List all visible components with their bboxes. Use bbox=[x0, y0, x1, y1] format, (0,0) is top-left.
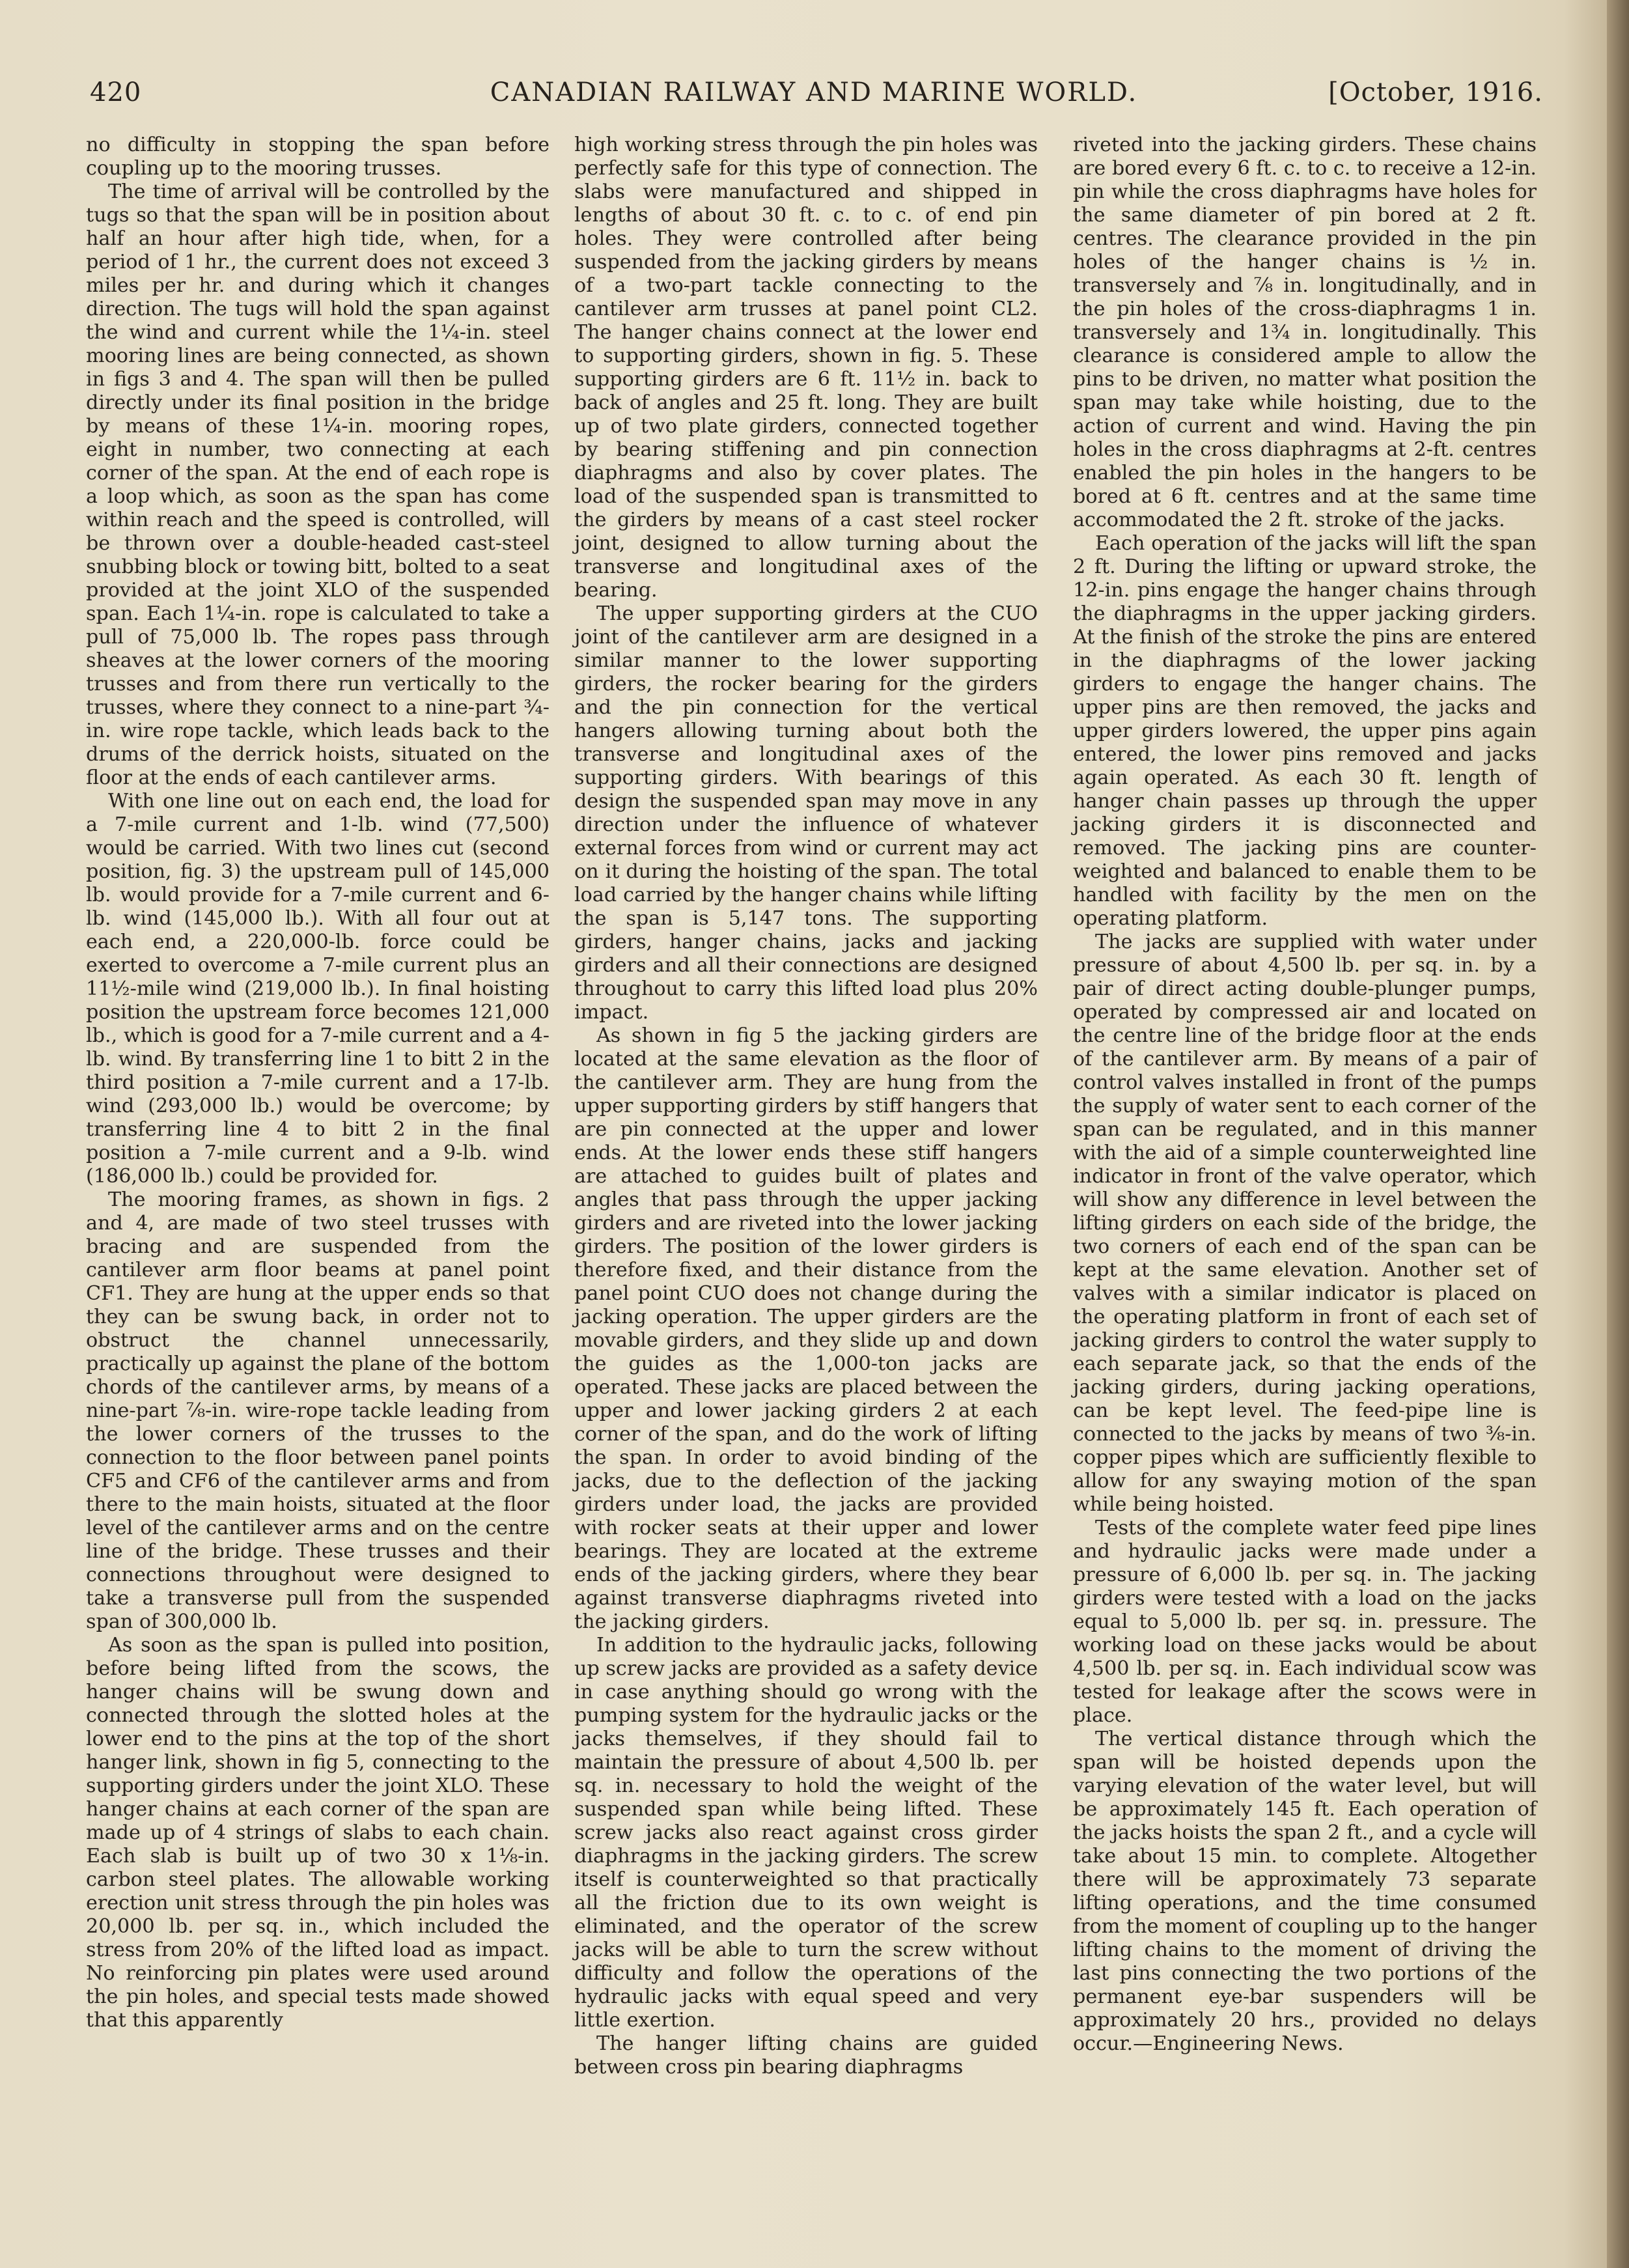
paragraph: The vertical distance through which the span will be hoisted depends upon the varying elevation of the water level, but will be approximately 145 ft. Each operation of the jacks hoists the span 2 ft., and a cycle will take about 15 min. to complete. Altogether there will be approximately 73 separate lifting operations, and the time consumed from the moment of coupling up to the hanger lifting chains to the moment of driving the last pins connecting the two portions of the permanent eye-bar suspenders will be approximately 20 hrs., provided no delays occur.—Engineering News. bbox=[1073, 1728, 1537, 2055]
text-column-1 bbox=[86, 133, 550, 2217]
book-spine-shadow bbox=[1607, 0, 1629, 2268]
paragraph: high working stress through the pin holes was perfectly safe for this type of connection. The slabs were manufactured and shipped in lengths of about 30 ft. c. to c. of end pin holes. They were controlled after being suspended from the jacking girders by means of a two-part tackle connecting to the cantilever arm trusses at panel point CL2. The hanger chains connect at the lower end to supporting girders, shown in fig. 5. These supporting girders are 6 ft. 11½ in. back to back of angles and 25 ft. long. They are built up of two plate girders, connected together by bearing stiffening and pin connection diaphragms and also by cover plates. The load of the suspended span is transmitted to the girders by means of a cast steel rocker joint, designed to allow turning about the transverse and longitudinal axes of the bearing. bbox=[574, 133, 1038, 602]
paragraph: With one line out on each end, the load for a 7-mile current and 1-lb. wind (77,500) would be carried. With two lines cut (second position, fig. 3) the upstream pull of 145,000 lb. would provide for a 7-mile current and 6-lb. wind (145,000 lb.). With all four out at each end, a 220,000-lb. force could be exerted to overcome a 7-mile current plus an 11½-mile wind (219,000 lb.). In final hoisting position the upstream force becomes 121,000 lb., which is good for a 7-mile current and a 4-lb. wind. By transferring line 1 to bitt 2 in the third position a 7-mile current and a 17-lb. wind (293,000 lb.) would be overcome; by transferring line 4 to bitt 2 in the final position a 7-mile current and a 9-lb. wind (186,000 lb.) could be provided for. bbox=[86, 790, 550, 1188]
issue-date: [October, 1916. bbox=[1328, 77, 1543, 107]
paragraph: The mooring frames, as shown in figs. 2 and 4, are made of two steel trusses with bracing and are suspended from the cantilever arm floor beams at panel point CF1. They are hung at the upper ends so that they can be swung back, in order not to obstruct the channel unnecessarily, practically up against the plane of the bottom chords of the cantilever arms, by means of a nine-part ⅞-in. wire-rope tackle leading from the lower corners of the trusses to the connection to the floor between panel points CF5 and CF6 of the cantilever arms and from there to the main hoists, situated at the floor level of the cantilever arms and on the centre line of the bridge. These trusses and their connections throughout were designed to take a transverse pull from the suspended span of 300,000 lb. bbox=[86, 1188, 550, 1633]
paragraph: The jacks are supplied with water under pressure of about 4,500 lb. per sq. in. by a pair of direct acting double-plunger pumps, operated by compressed air and located on the centre line of the bridge floor at the ends of the cantilever arm. By means of a pair of control valves installed in front of the pumps the supply of water sent to each corner of the span can be regulated, and in this manner with the aid of a simple counterweighted line indicator in front of the valve operator, which will show any difference in level between the lifting girders on each side of the bridge, the two corners of each end of the span can be kept at the same elevation. Another set of valves with a similar indicator is placed on the operating platform in front of each set of jacking girders to control the water supply to each separate jack, so that the ends of the jacking girders, during jacking operations, can be kept level. The feed-pipe line is connected to the jacks by means of two ⅜-in. copper pipes which are sufficiently flexible to allow for any swaying motion of the span while being hoisted. bbox=[1073, 931, 1537, 1516]
paragraph: As soon as the span is pulled into position, before being lifted from the scows, the hanger chains will be swung down and connected through the slotted holes at the lower end to the pins at the top of the short hanger link, shown in fig 5, connecting to the supporting girders under the joint XLO. These hanger chains at each corner of the span are made up of 4 strings of slabs to each chain. Each slab is built up of two 30 x 1⅛-in. carbon steel plates. The allowable working erection unit stress through the pin holes was 20,000 lb. per sq. in., which included the stress from 20% of the lifted load as impact. No reinforcing pin plates were used around the pin holes, and special tests made showed that this apparently bbox=[86, 1634, 550, 2032]
paragraph: In addition to the hydraulic jacks, following up screw jacks are provided as a safety device in case anything should go wrong with the pumping system for the hydraulic jacks or the jacks themselves, if they should fail to maintain the pressure of about 4,500 lb. per sq. in. necessary to hold the weight of the suspended span while being lifted. These screw jacks also react against cross girder diaphragms in the jacking girders. The screw itself is counterweighted so that practically all the friction due to its own weight is eliminated, and the operator of the screw jacks will be able to turn the screw without difficulty and follow the operations of the hydraulic jacks with equal speed and very little exertion. bbox=[574, 1634, 1038, 2032]
paragraph: no difficulty in stopping the span before coupling up to the mooring trusses. bbox=[86, 133, 550, 180]
journal-title: CANADIAN RAILWAY AND MARINE WORLD. bbox=[490, 77, 1138, 107]
paragraph: Each operation of the jacks will lift the span 2 ft. During the lifting or upward stroke, the 12-in. pins engage the hanger chains through the diaphragms in the upper jacking girders. At the finish of the stroke the pins are entered in the diaphragms of the lower jacking girders to engage the hanger chains. The upper pins are then removed, the jacks and upper girders lowered, the upper pins again entered, the lower pins removed and jacks again operated. As each 30 ft. length of hanger chain passes up through the upper jacking girders it is disconnected and removed. The jacking pins are counter-weighted and balanced to enable them to be handled with facility by the men on the operating platform. bbox=[1073, 532, 1537, 930]
paragraph: Tests of the complete water feed pipe lines and hydraulic jacks were made under a pressure of 6,000 lb. per sq. in. The jacking girders were tested with a load on the jacks equal to 5,000 lb. per sq. in. pressure. The working load on these jacks would be about 4,500 lb. per sq. in. Each individual scow was tested for leakage after the scows were in place. bbox=[1073, 1517, 1537, 1727]
paragraph: The time of arrival will be controlled by the tugs so that the span will be in position about half an hour after high tide, when, for a period of 1 hr., the current does not exceed 3 miles per hr. and during which it changes direction. The tugs will hold the span against the wind and current while the 1¼-in. steel mooring lines are being connected, as shown in figs 3 and 4. The span will then be pulled directly under its final position in the bridge by means of these 1¼-in. mooring ropes, eight in number, two connecting at each corner of the span. At the end of each rope is a loop which, as soon as the span has come within reach and the speed is controlled, will be thrown over a double-headed cast-steel snubbing block or towing bitt, bolted to a seat provided at the joint XLO of the suspended span. Each 1¼-in. rope is calculated to take a pull of 75,000 lb. The ropes pass through sheaves at the lower corners of the mooring trusses and from there run vertically to the trusses, where they connect to a nine-part ¾-in. wire rope tackle, which leads back to the drums of the derrick hoists, situated on the floor at the ends of each cantilever arms. bbox=[86, 180, 550, 789]
paragraph: riveted into the jacking girders. These chains are bored every 6 ft. c. to c. to receive a 12-in. pin while the cross diaphragms have holes for the same diameter of pin bored at 2 ft. centres. The clearance provided in the pin holes of the hanger chains is ½ in. transversely and ⅞ in. longitudinally, and in the pin holes of the cross-diaphragms 1 in. transversely and 1¾ in. longitudinally. This clearance is considered ample to allow the pins to be driven, no matter what position the span may take while hoisting, due to the action of current and wind. Having the pin holes in the cross diaphragms at 2-ft. centres enabled the pin holes in the hangers to be bored at 6 ft. centres and at the same time accommodated the 2 ft. stroke of the jacks. bbox=[1073, 133, 1537, 531]
text-column-3 bbox=[1073, 133, 1537, 2217]
paragraph: The hanger lifting chains are guided between cross pin bearing diaphragms bbox=[574, 2032, 1038, 2079]
text-column-2 bbox=[574, 133, 1038, 2217]
page-header bbox=[85, 73, 1543, 112]
page-number: 420 bbox=[90, 77, 142, 107]
paragraph: As shown in fig 5 the jacking girders are located at the same elevation as the floor of the cantilever arm. They are hung from the upper supporting girders by stiff hangers that are pin connected at the upper and lower ends. At the lower ends these stiff hangers are attached to guides built of plates and angles that pass through the upper jacking girders and are riveted into the lower jacking girders. The position of the lower girders is therefore fixed, and their distance from the panel point CUO does not change during the jacking operation. The upper girders are the movable girders, and they slide up and down the guides as the 1,000-ton jacks are operated. These jacks are placed between the upper and lower jacking girders 2 at each corner of the span, and do the work of lifting the span. In order to avoid binding of the jacks, due to the deflection of the jacking girders under load, the jacks are provided with rocker seats at their upper and lower bearings. They are located at the extreme ends of the jacking girders, where they bear against transverse diaphragms riveted into the jacking girders. bbox=[574, 1024, 1038, 1633]
paragraph: The upper supporting girders at the CUO joint of the cantilever arm are designed in a similar manner to the lower supporting girders, the rocker bearing for the girders and the pin connection for the vertical hangers allowing turning about both the transverse and longitudinal axes of the supporting girders. With bearings of this design the suspended span may move in any direction under the influence of whatever external forces from wind or current may act on it during the hoisting of the span. The total load carried by the hanger chains while lifting the span is 5,147 tons. The supporting girders, hanger chains, jacks and jacking girders and all their connections are designed throughout to carry this lifted load plus 20% impact. bbox=[574, 602, 1038, 1024]
